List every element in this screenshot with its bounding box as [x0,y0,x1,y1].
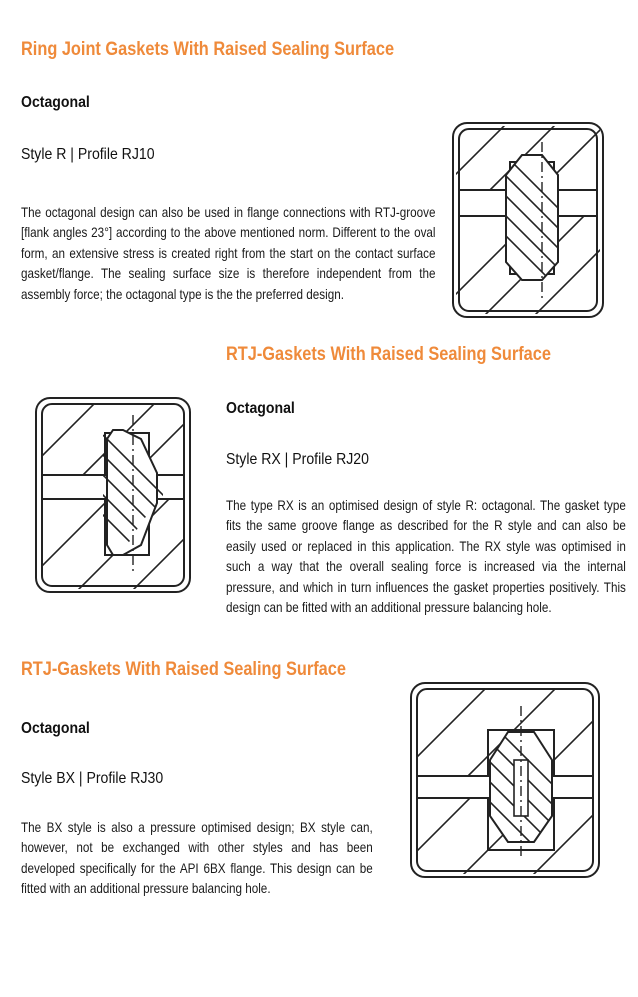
section-3-body: The BX style is also a pressure optimised design; BX style can, however, not be exchanged with other styles and has been developed specifically for the API 6BX flange. This design can be fitted with an additional pressure balancing hole. [21,820,373,897]
section-3-subheading: Octagonal [21,720,90,737]
bx-ring-joint-diagram-icon [408,680,602,880]
section-2-body: The type RX is an optimised design of style R: octagonal. The gasket type fits the same groove flange as described for the R style and can also be easily used or replaced in this application. The RX style was optimised in such a way that the overall sealing force is increased via the internal pressure, and which in turn influences the gasket properties positively. This design can be fitted with an additional pressure balancing hole. [226,498,626,616]
octagonal-ring-joint-diagram-icon [450,120,606,320]
section-3-heading: RTJ-Gaskets With Raised Sealing Surface [21,659,346,680]
section-1-subheading: Octagonal [21,94,90,111]
section-2-style-line: Style RX | Profile RJ20 [226,451,369,468]
rx-ring-joint-diagram-icon [33,395,193,595]
section-1-style-line: Style R | Profile RJ10 [21,146,155,163]
section-2-subheading: Octagonal [226,400,295,417]
section-2-heading: RTJ-Gaskets With Raised Sealing Surface [226,344,551,365]
section-1-heading: Ring Joint Gaskets With Raised Sealing Surface [21,39,395,60]
section-3-style-line: Style BX | Profile RJ30 [21,770,164,787]
section-1-body: The octagonal design can also be used in flange connections with RTJ-groove [flank angles 23°] according to the above mentioned norm. Different to the oval form, an extensive stress is created right from the start on the contact surface gasket/flange. The sealing surface size is therefore independent from the assembly force; the octagonal type is the the preferred design. [21,205,436,302]
